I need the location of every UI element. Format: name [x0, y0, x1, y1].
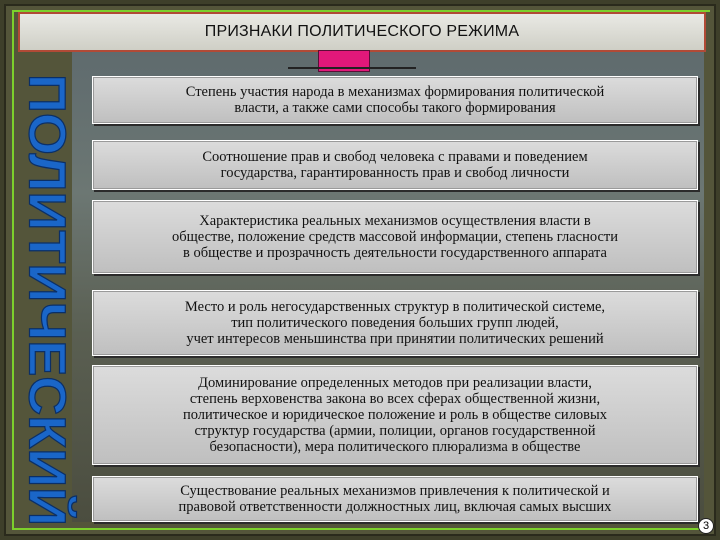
feature-line: тип политического поведения больших групп людей,: [231, 315, 559, 331]
feature-box: [92, 200, 698, 274]
green-left-line: [12, 10, 14, 530]
feature-line: в обществе и прозрачность деятельности государственного аппарата: [183, 245, 607, 261]
feature-line: политическое и юридическое положение и роль в обществе силовых: [182, 407, 608, 423]
feature-line: Доминирование определенных методов при реализации власти,: [198, 375, 592, 391]
feature-line: власти, а также сами способы такого формирования: [234, 100, 556, 116]
feature-box: [92, 365, 698, 465]
feature-line: Степень участия народа в механизмах формирования политической: [185, 84, 605, 100]
feature-box: [92, 290, 698, 356]
feature-line: безопасности), мера политического плюрализма в обществе: [209, 439, 581, 455]
green-bottom-line: [12, 528, 710, 530]
page-title: ПРИЗНАКИ ПОЛИТИЧЕСКОГО РЕЖИМА: [204, 23, 520, 40]
feature-line: Соотношение прав и свобод человека с правами и поведением: [202, 149, 588, 165]
feature-line: Существование реальных механизмов привлечения к политической и: [180, 483, 610, 499]
feature-line: учет интересов меньшинства при принятии политических решений: [186, 331, 604, 347]
feature-box: [92, 476, 698, 522]
feature-line: обществе, положение средств массовой информации, степень гласности: [171, 229, 619, 245]
feature-line: Место и роль негосударственных структур в политической системе,: [184, 299, 606, 315]
vertical-side-word: [17, 70, 76, 530]
connector-line: [288, 67, 416, 69]
feature-line: государства, гарантированность прав и свобод личности: [220, 165, 570, 181]
side-word-text: ПОЛИТИЧЕСКИЙ: [17, 74, 76, 509]
title-bar: [18, 12, 706, 52]
feature-line: Характеристика реальных механизмов осуществления власти в: [199, 213, 591, 229]
feature-box: [92, 76, 698, 124]
feature-line: структур государства (армии, полиции, органов государственной: [194, 423, 596, 439]
feature-line: степень верховенства закона во всех сферах общественной жизни,: [189, 391, 601, 407]
page-number: 3: [698, 518, 714, 534]
feature-line: правовой ответственности должностных лиц, включая самых высших: [178, 499, 612, 515]
feature-box: [92, 140, 698, 190]
